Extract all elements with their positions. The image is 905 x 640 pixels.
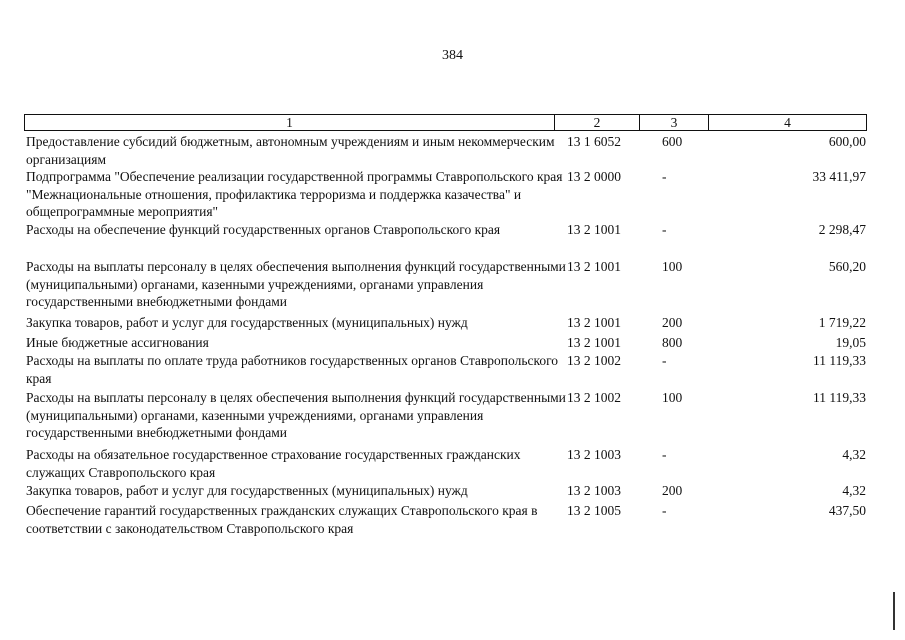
- row-type: -: [662, 353, 667, 368]
- row-code: 13 2 1001: [567, 315, 621, 330]
- table-row: [26, 352, 866, 389]
- row-type: -: [662, 503, 667, 518]
- budget-rows: [26, 133, 866, 538]
- row-type: 600: [662, 134, 683, 149]
- row-amount: 1 719,22: [818, 315, 866, 330]
- row-type: 800: [662, 335, 683, 350]
- row-type: 100: [662, 259, 683, 274]
- row-type: -: [662, 222, 667, 237]
- row-name: Расходы на обязательное государственное страхование государственных гражданских служащих Ставропольского края: [26, 447, 521, 480]
- row-amount: 19,05: [835, 335, 866, 350]
- row-code: 13 2 1002: [567, 353, 621, 368]
- row-amount: 437,50: [828, 503, 866, 518]
- row-name: Предоставление субсидий бюджетным, автономным учреждениям и иным некоммерческим организациям: [26, 134, 555, 167]
- row-name: Расходы на выплаты персоналу в целях обеспечения выполнения функций государственными (муниципальными) органами, казенными учреждениями, органами управления государственными внебюджетными фондами: [26, 259, 566, 309]
- table-row: [26, 221, 866, 258]
- row-amount: 11 119,33: [813, 390, 866, 405]
- table-header: [24, 114, 867, 131]
- row-code: 13 2 1001: [567, 259, 621, 274]
- row-name: Подпрограмма "Обеспечение реализации государственной программы Ставропольского края "Межнациональные отношения, профилактика терроризма и поддержка казачества" и общепрограммные мероприятия": [26, 169, 563, 219]
- row-code: 13 2 1003: [567, 447, 621, 462]
- header-col-4: 4: [709, 115, 867, 131]
- row-name: Обеспечение гарантий государственных гражданских служащих Ставропольского края в соответствии с законодательством Ставропольского края: [26, 503, 538, 536]
- row-type: 200: [662, 315, 683, 330]
- row-code: 13 2 0000: [567, 169, 621, 184]
- row-type: 200: [662, 483, 683, 498]
- row-name: Закупка товаров, работ и услуг для государственных (муниципальных) нужд: [26, 483, 468, 498]
- row-name: Расходы на выплаты по оплате труда работников государственных органов Ставропольского края: [26, 353, 559, 386]
- table-row: [26, 314, 866, 334]
- row-name: Закупка товаров, работ и услуг для государственных (муниципальных) нужд: [26, 315, 468, 330]
- row-code: 13 2 1002: [567, 390, 621, 405]
- row-amount: 11 119,33: [813, 353, 866, 368]
- row-type: -: [662, 169, 667, 184]
- header-col-2: 2: [555, 115, 640, 131]
- row-name: Расходы на выплаты персоналу в целях обеспечения выполнения функций государственными (муниципальными) органами, казенными учреждениями, органами управления государственными внебюджетными фондами: [26, 390, 566, 440]
- row-code: 13 2 1003: [567, 483, 621, 498]
- table-row: [26, 258, 866, 314]
- table-row: [26, 482, 866, 502]
- table-row: [26, 133, 866, 168]
- row-amount: 600,00: [828, 134, 866, 149]
- row-name: Иные бюджетные ассигнования: [26, 335, 209, 350]
- row-code: 13 2 1001: [567, 222, 621, 237]
- row-amount: 33 411,97: [812, 169, 866, 184]
- row-amount: 2 298,47: [818, 222, 866, 237]
- table-row: [26, 334, 866, 352]
- header-col-3: 3: [640, 115, 709, 131]
- scan-edge-mark: [893, 592, 895, 630]
- page-number: 384: [442, 48, 463, 63]
- table-row: [26, 502, 866, 538]
- header-col-1: 1: [25, 115, 555, 131]
- table-row: [26, 389, 866, 446]
- row-code: 13 2 1005: [567, 503, 621, 518]
- row-type: -: [662, 447, 667, 462]
- row-code: 13 2 1001: [567, 335, 621, 350]
- row-type: 100: [662, 390, 683, 405]
- row-amount: 560,20: [828, 259, 866, 274]
- table-row: [26, 168, 866, 221]
- row-amount: 4,32: [842, 483, 866, 498]
- table-row: [26, 446, 866, 482]
- row-code: 13 1 6052: [567, 134, 621, 149]
- row-name: Расходы на обеспечение функций государственных органов Ставропольского края: [26, 222, 501, 237]
- row-amount: 4,32: [842, 447, 866, 462]
